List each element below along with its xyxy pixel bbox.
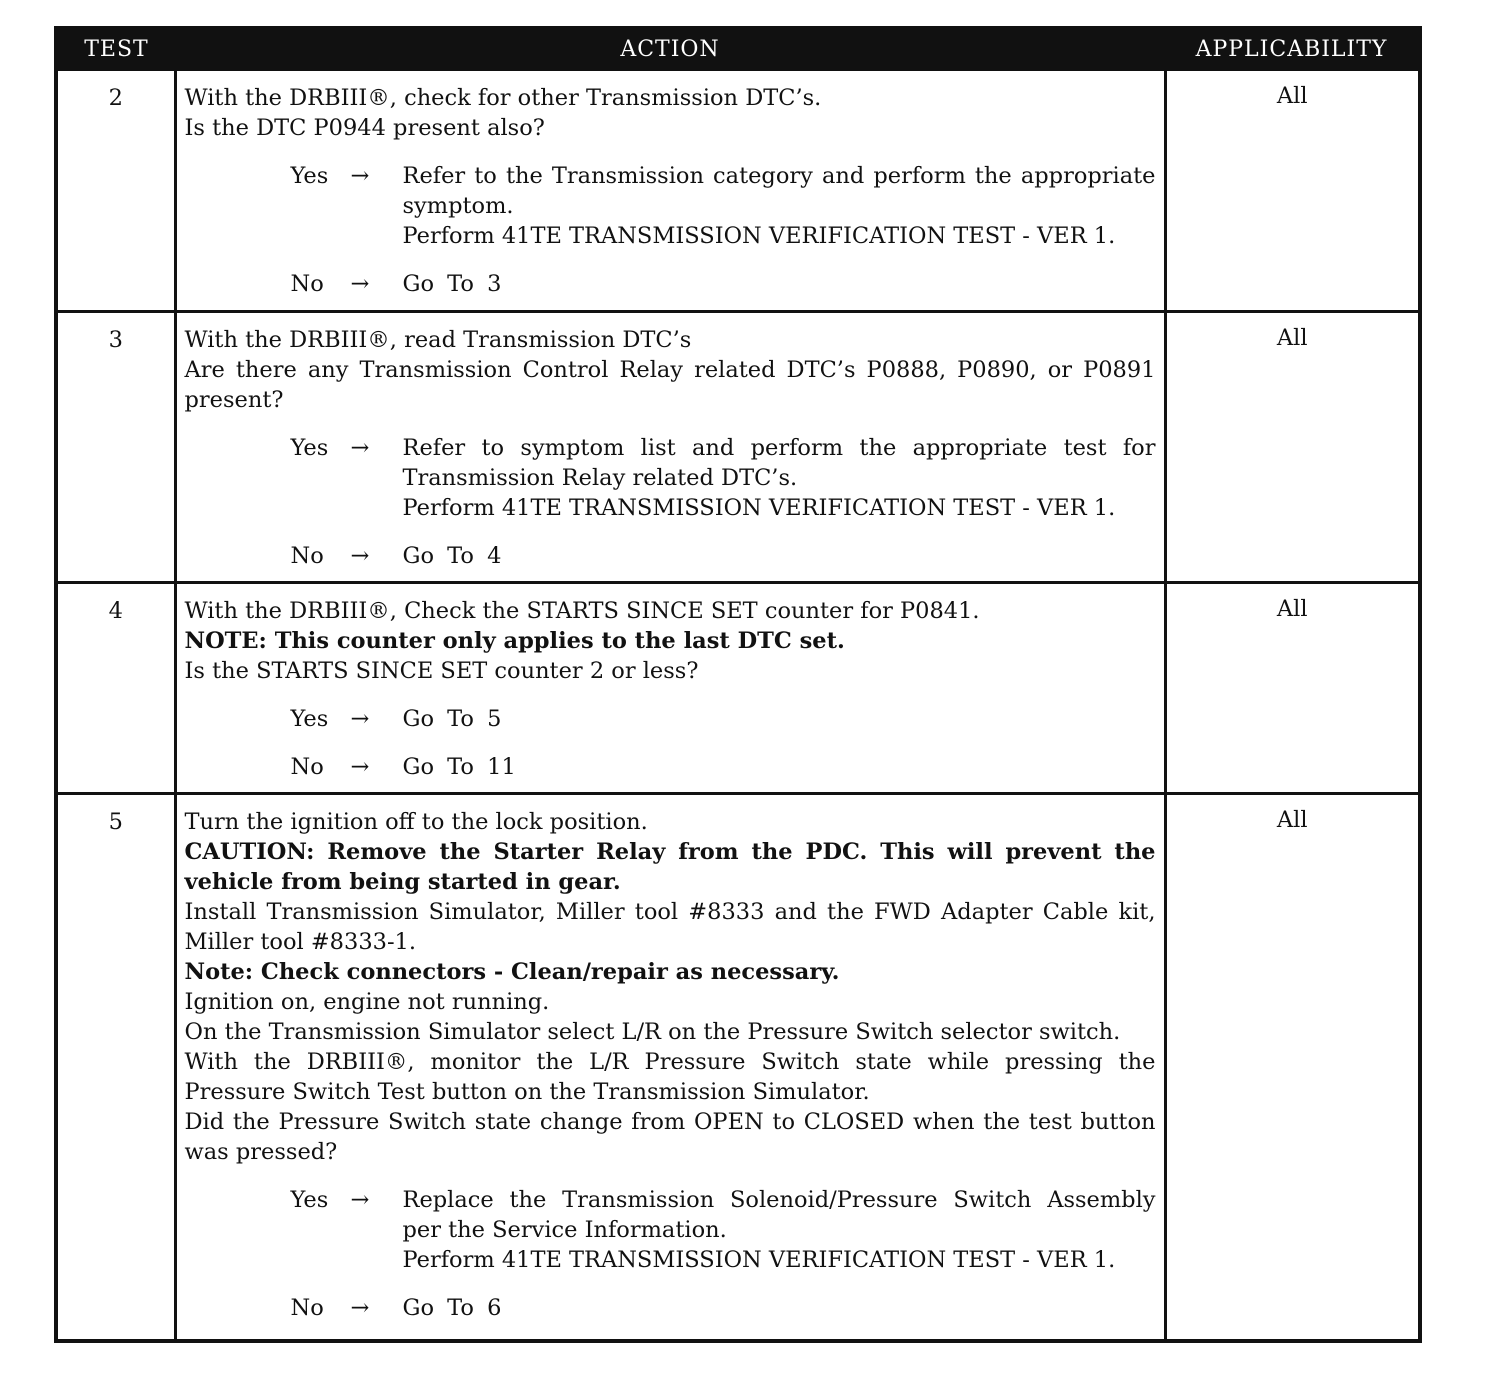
yes-branch — [291, 704, 1156, 734]
no-result: Go To 6 — [402, 1295, 502, 1321]
test-number-2: 2 — [58, 70, 175, 312]
column-header-action: ACTION — [175, 30, 1165, 70]
applicability-cell: All — [1165, 70, 1418, 312]
action-line: Ignition on, engine not running. — [184, 989, 550, 1015]
caution-line: CAUTION: Remove the Starter Relay from the PDC. This will prevent the vehicle from being started in gear. — [184, 839, 1156, 895]
yes-result — [403, 1185, 1156, 1275]
diagnostic-test-table-frame — [54, 26, 1422, 1343]
applicability-cell: All — [1165, 312, 1418, 583]
yes-result-line: Perform 41TE TRANSMISSION VERIFICATION TEST - VER 1. — [402, 495, 1116, 521]
action-line: Is the STARTS SINCE SET counter 2 or less? — [184, 658, 699, 684]
applicability-cell: All — [1165, 794, 1418, 1339]
no-branch — [291, 752, 1156, 782]
table-row — [58, 312, 1418, 583]
right-arrow-icon: → — [350, 754, 370, 780]
action-cell-test-4 — [175, 583, 1165, 794]
test-number-3: 3 — [58, 312, 175, 583]
yes-branch — [291, 161, 1156, 251]
no-result: Go To 4 — [402, 543, 502, 569]
action-line: With the DRBIII®, check for other Transmission DTC’s. — [184, 85, 822, 111]
table-header-row — [58, 30, 1418, 70]
no-label: No — [290, 271, 324, 297]
diagnostic-test-table — [58, 30, 1418, 1339]
action-line: Install Transmission Simulator, Miller tool #8333 and the FWD Adapter Cable kit, Miller tool #8333-1. — [184, 899, 1156, 955]
right-arrow-icon: → — [350, 271, 370, 297]
table-row — [58, 794, 1418, 1339]
note-line: NOTE: This counter only applies to the last DTC set. — [184, 628, 845, 654]
no-branch — [291, 1293, 1156, 1323]
action-line: With the DRBIII®, read Transmission DTC’s — [184, 327, 692, 353]
yes-branch — [291, 433, 1156, 523]
right-arrow-icon: → — [350, 1295, 370, 1321]
action-line: Are there any Transmission Control Relay related DTC’s P0888, P0890, or P0891 present? — [184, 357, 1156, 413]
yes-result: Go To 5 — [402, 706, 502, 732]
no-branch — [291, 269, 1156, 299]
action-cell-test-5 — [175, 794, 1165, 1339]
no-result: Go To 3 — [402, 271, 502, 297]
yes-result — [403, 433, 1156, 523]
note-line: Note: Check connectors - Clean/repair as necessary. — [184, 959, 840, 985]
yes-result-line: Refer to symptom list and perform the appropriate test for Transmission Relay related DTC’s. — [402, 435, 1156, 491]
action-line: With the DRBIII®, Check the STARTS SINCE SET counter for P0841. — [184, 598, 980, 624]
applicability-cell: All — [1165, 583, 1418, 794]
action-line: On the Transmission Simulator select L/R on the Pressure Switch selector switch. — [184, 1019, 1121, 1045]
table-row — [58, 70, 1418, 312]
yes-label: Yes — [290, 435, 329, 461]
yes-label: Yes — [290, 163, 329, 189]
test-number-5: 5 — [58, 794, 175, 1339]
no-label: No — [290, 1295, 324, 1321]
no-label: No — [290, 754, 324, 780]
action-line: Turn the ignition off to the lock position. — [184, 809, 648, 835]
yes-label: Yes — [290, 1187, 329, 1213]
action-line: Is the DTC P0944 present also? — [184, 115, 545, 141]
yes-result-line: Perform 41TE TRANSMISSION VERIFICATION TEST - VER 1. — [402, 1247, 1116, 1273]
yes-result — [403, 161, 1156, 251]
yes-branch — [291, 1185, 1156, 1275]
table-row — [58, 583, 1418, 794]
column-header-applicability: APPLICABILITY — [1165, 30, 1418, 70]
yes-result-line: Replace the Transmission Solenoid/Pressure Switch Assembly per the Service Information. — [402, 1187, 1156, 1243]
yes-label: Yes — [290, 706, 329, 732]
test-number-4: 4 — [58, 583, 175, 794]
right-arrow-icon: → — [350, 435, 370, 461]
no-result: Go To 11 — [402, 754, 516, 780]
action-cell-test-2 — [175, 70, 1165, 312]
right-arrow-icon: → — [350, 1187, 370, 1213]
action-line: Did the Pressure Switch state change from OPEN to CLOSED when the test button was pressed? — [184, 1109, 1156, 1165]
column-header-test: TEST — [58, 30, 175, 70]
right-arrow-icon: → — [350, 706, 370, 732]
yes-result-line: Perform 41TE TRANSMISSION VERIFICATION TEST - VER 1. — [402, 223, 1116, 249]
yes-result-line: Refer to the Transmission category and perform the appropriate symptom. — [402, 163, 1156, 219]
action-line: With the DRBIII®, monitor the L/R Pressure Switch state while pressing the Pressure Switch Test button on the Transmission Simulator. — [184, 1049, 1156, 1105]
right-arrow-icon: → — [350, 163, 370, 189]
action-cell-test-3 — [175, 312, 1165, 583]
no-branch — [291, 541, 1156, 571]
no-label: No — [290, 543, 324, 569]
right-arrow-icon: → — [350, 543, 370, 569]
